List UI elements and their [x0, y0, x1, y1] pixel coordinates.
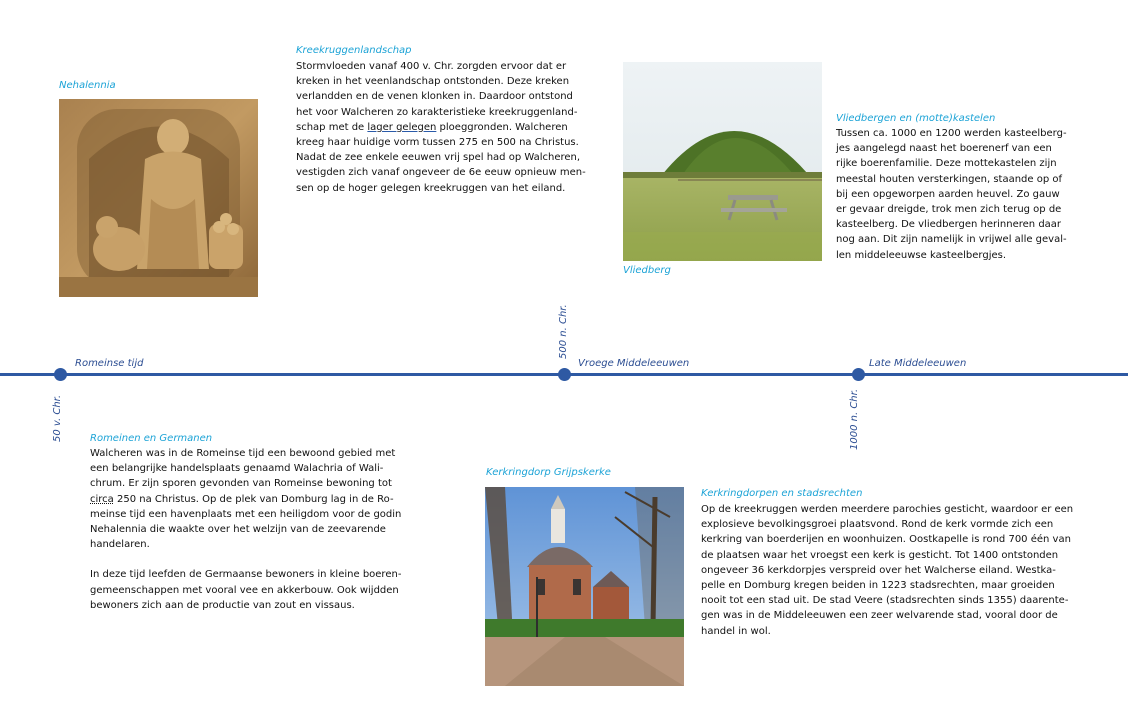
romeinen-line: [90, 492, 410, 507]
romeinen-text: [90, 446, 410, 613]
date-label-1000-ad: 1000 n. Chr.: [849, 388, 860, 450]
vliedbergen-title: Vliedbergen en (motte)kastelen: [836, 113, 996, 124]
kreekruggen-line: [296, 120, 596, 135]
romeinen-line: Nehalennia die waakte over het welzijn van de zeevarende: [90, 524, 386, 536]
kreekruggen-line: verlandden en de venen klonken in. Daardoor ontstond: [296, 91, 573, 103]
romeinen-line: meinse tijd een havenplaats met een heiligdom voor de godin: [90, 508, 402, 520]
grijpskerke-title: Kerkringdorp Grijpskerke: [486, 467, 611, 478]
vliedbergen-line: er gevaar dreigde, trok men zich terug op de: [836, 204, 1062, 216]
vliedbergen-line: meestal houten versterkingen, staande op of: [836, 173, 1063, 185]
vliedbergen-line: kasteelberg. De vliedbergen herinneren daar: [836, 219, 1062, 231]
date-label-50-bc: 50 v. Chr.: [52, 394, 63, 442]
vliedberg-image: [623, 62, 822, 261]
vliedbergen-line: rijke boerenfamilie. Deze mottekastelen zijn: [836, 158, 1057, 170]
vliedbergen-line: bij een opgeworpen aarden heuvel. Zo gauw: [836, 188, 1060, 200]
kreekruggen-line: het voor Walcheren zo karakteristieke kreekruggenland-: [296, 106, 578, 118]
timeline-marker-early-middle-ages[interactable]: [558, 368, 571, 381]
era-label-vroege-middeleeuwen: Vroege Middeleeuwen: [578, 358, 690, 369]
lager-gelegen-link[interactable]: lager gelegen: [367, 121, 437, 133]
kerkringdorpen-line: ongeveer 36 kerkdorpjes verspreid over het Walcherse eiland. Westka-: [701, 564, 1056, 576]
romeinen-paragraph-1: [90, 446, 410, 552]
vliedbergen-text: [836, 126, 1076, 263]
vliedbergen-line: Tussen ca. 1000 en 1200 werden kasteelberg-: [836, 128, 1067, 139]
romeinen-line-part: 250 na Christus. Op de plek van Domburg lag in de Ro-: [116, 493, 394, 505]
vliedbergen-line: jes aangelegd naast het boerenerf van een: [836, 143, 1052, 155]
kreekruggen-line: sen op de hoger gelegen kreekruggen van het eiland.: [296, 182, 566, 194]
timeline-marker-roman[interactable]: [54, 368, 67, 381]
kreekruggen-line-part: schap met de: [296, 121, 365, 133]
kerkringdorpen-text: [701, 502, 1081, 639]
kreekruggen-line: vestigden zich vanaf ongeveer de 6e eeuw opnieuw men-: [296, 167, 586, 179]
vliedbergen-line: len middeleeuwse kasteelbergjes.: [836, 249, 1007, 261]
romeinen-line: chrum. Er zijn sporen gevonden van Romeinse bewoning tot: [90, 478, 392, 490]
vliedberg-caption: Vliedberg: [623, 265, 671, 276]
kreekruggen-line: kreken in het veenlandschap ontstonden. Deze kreken: [296, 76, 570, 88]
kerkringdorpen-line: Op de kreekruggen werden meerdere parochies gesticht, waardoor er een: [701, 504, 1074, 515]
romeinen-line: bewoners zich aan de productie van zout en vissaus.: [90, 599, 355, 611]
kreekruggen-title: Kreekruggenlandschap: [296, 45, 412, 56]
kreekruggen-line: Nadat de zee enkele eeuwen vrij spel had op Walcheren,: [296, 152, 581, 164]
kreekruggen-line-part: ploeggronden. Walcheren: [439, 121, 568, 133]
vliedbergen-line: nog aan. Dit zijn namelijk in vrijwel alle geval-: [836, 234, 1067, 246]
nehalennia-caption: Nehalennia: [59, 80, 116, 91]
romeinen-line: gemeenschappen met vooral vee en akkerbouw. Ook wijdden: [90, 584, 399, 596]
kreekruggen-line: kreeg haar huidige vorm tussen 275 en 500 na Christus.: [296, 137, 579, 149]
kerkringdorpen-line: pelle en Domburg kregen beiden in 1223 stadsrechten, maar groeiden: [701, 580, 1055, 592]
romeinen-title: Romeinen en Germanen: [90, 433, 213, 444]
kerkringdorpen-line: kerkring van boerderijen en woonhuizen. Oostkapelle is rond 700 één van: [701, 534, 1071, 546]
kerkringdorpen-line: handel in wol.: [701, 625, 771, 637]
kerkringdorpen-title: Kerkringdorpen en stadsrechten: [701, 488, 863, 499]
romeinen-line: handelaren.: [90, 539, 150, 551]
kerkringdorpen-line: nooit tot een stad uit. De stad Veere (stadsrechten sinds 1355) daarente-: [701, 595, 1069, 607]
kerkringdorpen-line: gen was in de Middeleeuwen een zeer welvarende stad, vooral door de: [701, 610, 1058, 622]
date-label-500-ad: 500 n. Chr.: [558, 304, 569, 359]
kerkringdorpen-line: explosieve bevolkingsgroei plaatsvond. Rond de kerk vormde zich een: [701, 519, 1054, 531]
grijpskerke-church-image: [485, 487, 684, 686]
circa-word: circa: [90, 493, 114, 505]
timeline-marker-late-middle-ages[interactable]: [852, 368, 865, 381]
era-label-late-middeleeuwen: Late Middeleeuwen: [869, 358, 967, 369]
romeinen-line: Walcheren was in de Romeinse tijd een bewoond gebied met: [90, 448, 396, 459]
era-label-romeinse-tijd: Romeinse tijd: [75, 358, 144, 369]
kreekruggen-text: [296, 59, 596, 196]
nehalennia-relief-image: [59, 99, 258, 297]
romeinen-paragraph-2: [90, 567, 410, 613]
kreekruggen-line: Stormvloeden vanaf 400 v. Chr. zorgden ervoor dat er: [296, 61, 567, 72]
romeinen-line: een belangrijke handelsplaats genaamd Walachria of Wali-: [90, 463, 384, 475]
kerkringdorpen-line: de plaatsen waar het vroegst een kerk is gesticht. Tot 1400 ontstonden: [701, 549, 1059, 561]
romeinen-line: In deze tijd leefden de Germaanse bewoners in kleine boeren-: [90, 569, 402, 581]
